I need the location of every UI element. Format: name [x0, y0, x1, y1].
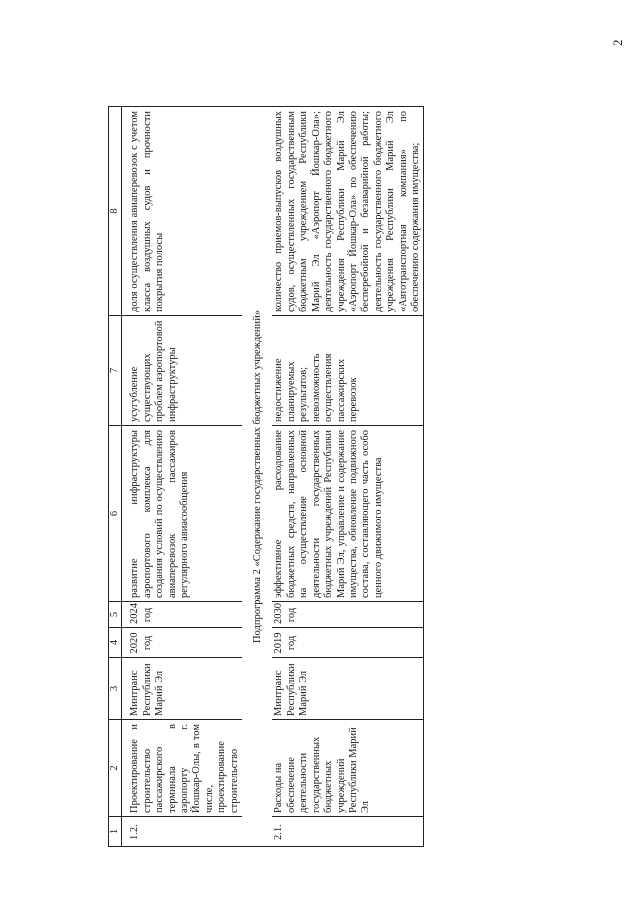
rotated-table-sheet [108, 107, 460, 847]
responsible-executor: Минтранс Республики Марий Эл [128, 658, 242, 720]
column-header-7: 7 [109, 316, 122, 426]
column-header-4: 4 [109, 628, 122, 658]
table-row [272, 107, 423, 847]
activity-name: Расходы на обеспечение деятельности государственных бюджетных учреждений Республики Марий Эл [272, 720, 423, 817]
row-number: 1.2. [128, 817, 242, 847]
related-indicator: количество приемов-выпусков воздушных судов, осуществленных государственным бюджетным учреждением Республики Марий Эл «Аэропорт Йошкар-Ола»; деятельность государственного бюджетного учреждения Республики Марий Эл «Аэропорт Йошкар-Ола» по обеспечению бесперебойной и безаварийной работы; деятельность государственного бюджетного учреждения Республики Марий Эл «Автотранспортная компания» по обеспечению содержания имущества; [272, 107, 423, 316]
header-row [109, 107, 122, 847]
expected-result: эффективное расходование бюджетных средств, направленных на осуществление основной деятельности государственных бюджетных учреждений Республики Марий Эл, управление и содержание имущества, обновление подвижного состава, составляющего часть особо ценного движимого имущества [272, 426, 423, 602]
end-year: 2024 год [128, 602, 242, 628]
column-header-8: 8 [109, 107, 122, 316]
page-number: 2 [610, 39, 625, 46]
responsible-executor: Минтранс Республики Марий Эл [272, 658, 423, 720]
program-activities-table [108, 106, 424, 847]
column-header-5: 5 [109, 602, 122, 628]
table-row [128, 107, 242, 847]
non-implementation-consequence: усугубление существующих проблем аэропортовой инфраструктуры [128, 316, 242, 426]
subprogram-title: Подпрограмма 2 «Содержание государственных бюджетных учреждений» [242, 107, 272, 847]
column-header-3: 3 [109, 658, 122, 720]
end-year: 2030 год [272, 602, 423, 628]
start-year: 2019 год [272, 628, 423, 658]
related-indicator: доля осуществления авиаперевозок с учетом класса воздушных судов и прочности покрытия полосы [128, 107, 242, 316]
expected-result: развитие инфраструктуры аэропортового комплекса для создания условий по осуществлению авиаперевозок пассажиров регулярного авиасообщения [128, 426, 242, 602]
column-header-2: 2 [109, 720, 122, 817]
start-year: 2020 год [128, 628, 242, 658]
activity-name: Проектирование и строительство пассажирского терминала в аэропорту г. Йошкар-Олы, в том числе, проектирование строительство [128, 720, 242, 817]
column-header-6: 6 [109, 426, 122, 602]
non-implementation-consequence: недостижение планируемых результатов; невозможность осуществления пассажирских перевозок [272, 316, 423, 426]
subprogram-row [242, 107, 272, 847]
column-header-1: 1 [109, 817, 122, 847]
row-number: 2.1. [272, 817, 423, 847]
